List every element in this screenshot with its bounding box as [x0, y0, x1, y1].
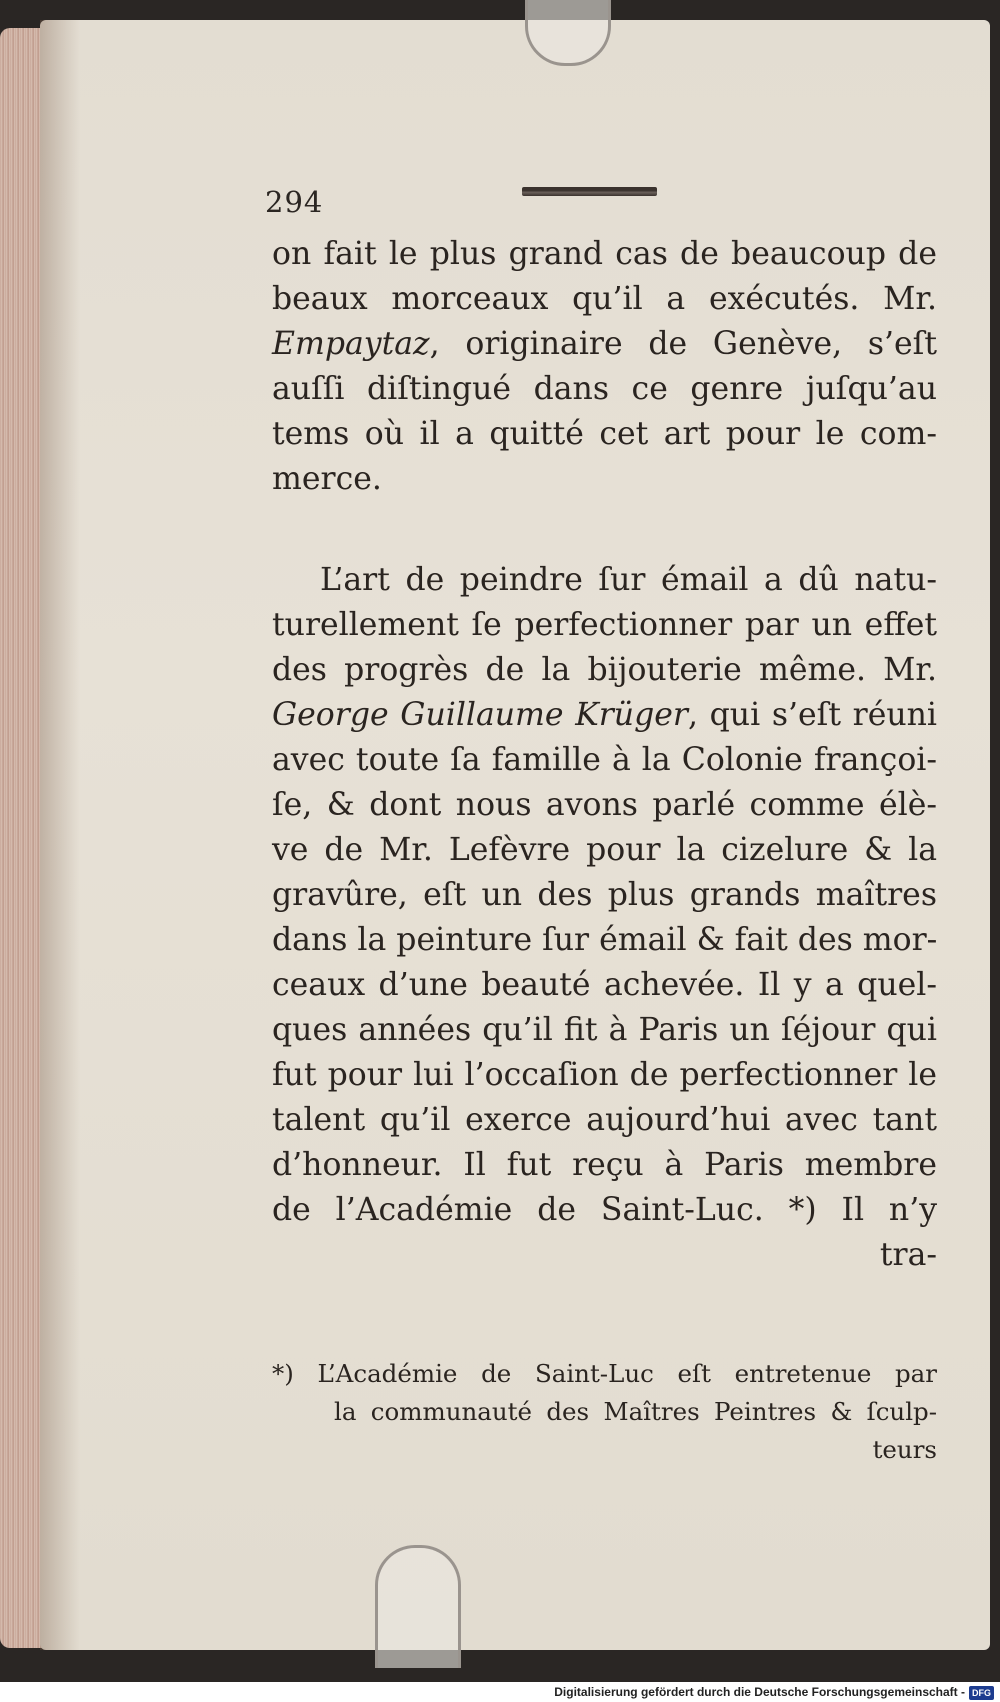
footnote — [272, 1355, 937, 1469]
paragraph-2 — [272, 558, 937, 1278]
text-line: avec toute ſa famille à la Colonie françoi- — [272, 742, 937, 778]
text-line — [272, 322, 937, 367]
text-line: turellement ſe perfectionner par un effet — [272, 607, 937, 643]
text-line: d’honneur. Il fut reçu à Paris membre — [272, 1147, 937, 1183]
footnote-line: *) L’Académie de Saint-Luc eſt entretenue par — [272, 1359, 937, 1388]
text-line: beaux morceaux qu’il a exécutés. Mr. — [272, 281, 937, 317]
funding-credit — [554, 1682, 994, 1702]
text-line: L’art de peindre ſur émail a dû natu- — [320, 562, 937, 598]
body-text — [272, 232, 937, 1278]
text-line: dans la peinture ſur émail & fait des mor- — [272, 922, 938, 958]
catchword: tra- — [879, 1237, 937, 1273]
page-header — [265, 185, 935, 230]
text-line: tems où il a quitté cet art pour le com- — [272, 416, 937, 452]
text-line — [272, 693, 937, 738]
digitization-footer — [0, 1682, 1000, 1702]
text-line: des progrès de la bijouterie même. Mr. — [272, 652, 937, 688]
text-line: auſſi diſtingué dans ce genre juſqu’au — [272, 371, 937, 407]
page-number: 294 — [265, 185, 324, 219]
person-name: George Guillaume Krüger — [272, 697, 688, 733]
footnote-line: la communauté des Maîtres Peintres & ſculp- — [334, 1397, 937, 1426]
text-line: ve de Mr. Lefèvre pour la cizelure & la — [272, 832, 937, 868]
text-line: talent qu’il exerce aujourd’hui avec tant — [272, 1102, 937, 1138]
paragraph-1 — [272, 232, 937, 502]
text-line: fut pour lui l’occaſion de perfectionner le — [272, 1057, 937, 1093]
text-line: ceaux d’une beauté achevée. Il y a quel- — [272, 967, 937, 1003]
text-line: on fait le plus grand cas de beaucoup de — [272, 236, 937, 272]
footnote-catchword: teurs — [872, 1435, 937, 1464]
text-fragment: , originaire de Genève, s’eſt — [429, 326, 937, 362]
dfg-logo: DFG — [969, 1686, 994, 1700]
bottom-page-clip — [375, 1545, 461, 1668]
text-line: ſe, & dont nous avons parlé comme élè- — [272, 787, 937, 823]
gutter-shadow — [40, 20, 80, 1650]
funding-credit-text: Digitalisierung gefördert durch die Deutsche Forschungsgemeinschaft - — [554, 1685, 965, 1699]
person-name: Empaytaz — [272, 326, 430, 362]
header-ornament-rule — [522, 187, 657, 196]
text-line: gravûre, eſt un des plus grands maîtres — [272, 877, 937, 913]
text-line: de l’Académie de Saint-Luc. *) Il n’y — [272, 1192, 937, 1228]
text-fragment: , qui s’eſt réuni — [687, 697, 937, 733]
paragraph-gap — [272, 502, 937, 558]
text-line: merce. — [272, 461, 382, 497]
text-line: ques années qu’il fit à Paris un ſéjour qui — [272, 1012, 937, 1048]
